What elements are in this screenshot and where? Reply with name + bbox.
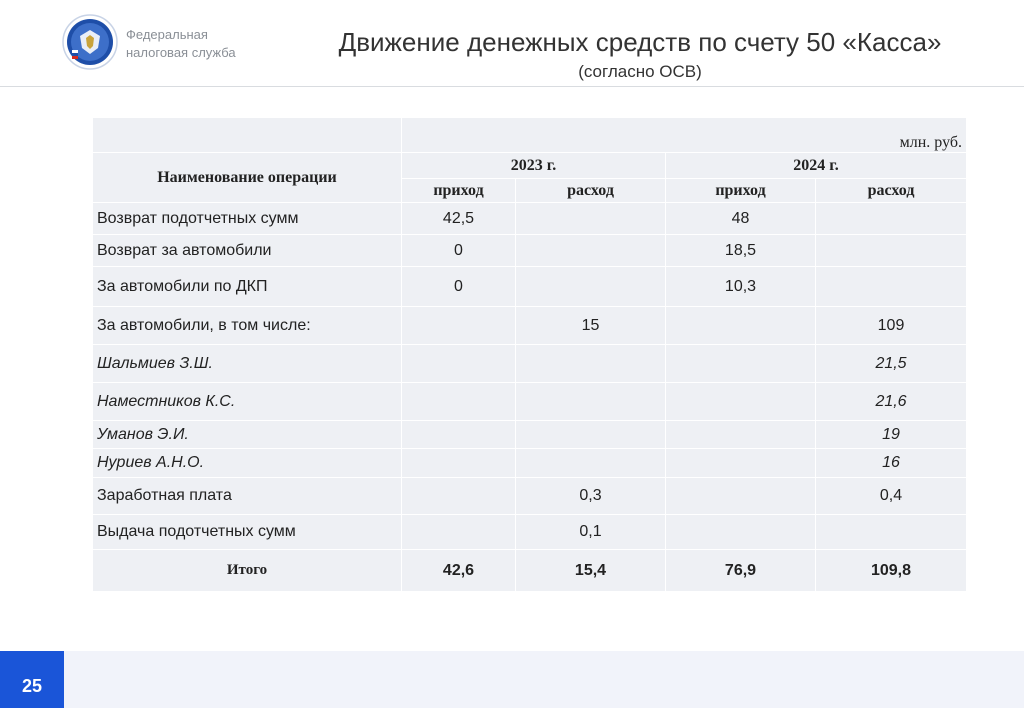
operation-name-header: Наименование операции (93, 153, 402, 203)
operation-name: Выдача подотчетных сумм (93, 515, 402, 550)
value-income-2024 (666, 421, 816, 449)
table-row (93, 449, 967, 478)
value-income-2024 (666, 383, 816, 421)
value-income-2023 (402, 449, 516, 478)
table-year-row (93, 153, 967, 179)
table-row (93, 267, 967, 307)
unit-label: млн. руб. (402, 118, 967, 153)
total-label: Итого (93, 550, 402, 592)
operation-name: Возврат подотчетных сумм (93, 203, 402, 235)
operation-name: За автомобили, в том числе: (93, 307, 402, 345)
slide-header (0, 0, 1024, 84)
value-income-2023 (402, 478, 516, 515)
value-expense-2024: 21,6 (816, 383, 967, 421)
value-income-2024 (666, 478, 816, 515)
slide-footer (0, 651, 1024, 708)
table-body (93, 203, 967, 550)
table-row (93, 203, 967, 235)
operation-name: Нуриев А.Н.О. (93, 449, 402, 478)
slide-title: Движение денежных средств по счету 50 «Касса» (338, 27, 942, 57)
table-row (93, 345, 967, 383)
table-row (93, 235, 967, 267)
operation-name: Уманов Э.И. (93, 421, 402, 449)
fns-emblem-icon (62, 14, 118, 70)
value-expense-2023: 15 (516, 307, 666, 345)
income-2023-header: приход (402, 179, 516, 203)
table-unit-row (93, 118, 967, 153)
total-income-2024: 76,9 (666, 550, 816, 592)
value-expense-2024 (816, 267, 967, 307)
header-empty-cell (93, 118, 402, 153)
table-row (93, 515, 967, 550)
org-name-line1: Федеральная (126, 27, 208, 42)
value-income-2023: 0 (402, 235, 516, 267)
value-income-2024 (666, 449, 816, 478)
value-expense-2023: 0,3 (516, 478, 666, 515)
value-income-2023 (402, 345, 516, 383)
value-expense-2023 (516, 383, 666, 421)
total-income-2023: 42,6 (402, 550, 516, 592)
operation-name: За автомобили по ДКП (93, 267, 402, 307)
slide-subtitle: (согласно ОСВ) (578, 62, 702, 81)
value-expense-2024: 21,5 (816, 345, 967, 383)
value-income-2023: 42,5 (402, 203, 516, 235)
value-expense-2023 (516, 235, 666, 267)
expense-2023-header: расход (516, 179, 666, 203)
total-expense-2023: 15,4 (516, 550, 666, 592)
value-income-2024: 18,5 (666, 235, 816, 267)
page-number: 25 (0, 651, 64, 708)
value-expense-2024: 109 (816, 307, 967, 345)
table-row (93, 478, 967, 515)
value-expense-2024 (816, 515, 967, 550)
operation-name: Наместников К.С. (93, 383, 402, 421)
value-expense-2023 (516, 203, 666, 235)
value-income-2023 (402, 421, 516, 449)
value-income-2024 (666, 515, 816, 550)
value-expense-2024: 16 (816, 449, 967, 478)
value-expense-2024 (816, 235, 967, 267)
total-row (93, 550, 967, 592)
income-2024-header: приход (666, 179, 816, 203)
value-expense-2023: 0,1 (516, 515, 666, 550)
value-expense-2024 (816, 203, 967, 235)
value-income-2024: 48 (666, 203, 816, 235)
org-name-line2: налоговая служба (126, 45, 236, 60)
table-row (93, 307, 967, 345)
expense-2024-header: расход (816, 179, 967, 203)
table-row (93, 383, 967, 421)
org-name (126, 26, 236, 62)
value-expense-2024: 19 (816, 421, 967, 449)
value-expense-2023 (516, 449, 666, 478)
operation-name: Возврат за автомобили (93, 235, 402, 267)
value-income-2023 (402, 307, 516, 345)
total-expense-2024: 109,8 (816, 550, 967, 592)
year-2024-header: 2024 г. (666, 153, 967, 179)
value-income-2024: 10,3 (666, 267, 816, 307)
value-expense-2023 (516, 267, 666, 307)
value-income-2024 (666, 345, 816, 383)
operation-name: Заработная плата (93, 478, 402, 515)
operation-name: Шальмиев З.Ш. (93, 345, 402, 383)
year-2023-header: 2023 г. (402, 153, 666, 179)
cash-flow-table (92, 117, 967, 592)
value-expense-2023 (516, 421, 666, 449)
value-income-2023 (402, 515, 516, 550)
value-income-2024 (666, 307, 816, 345)
value-expense-2023 (516, 345, 666, 383)
table-row (93, 421, 967, 449)
header-divider (0, 86, 1024, 87)
value-income-2023: 0 (402, 267, 516, 307)
value-income-2023 (402, 383, 516, 421)
value-expense-2024: 0,4 (816, 478, 967, 515)
